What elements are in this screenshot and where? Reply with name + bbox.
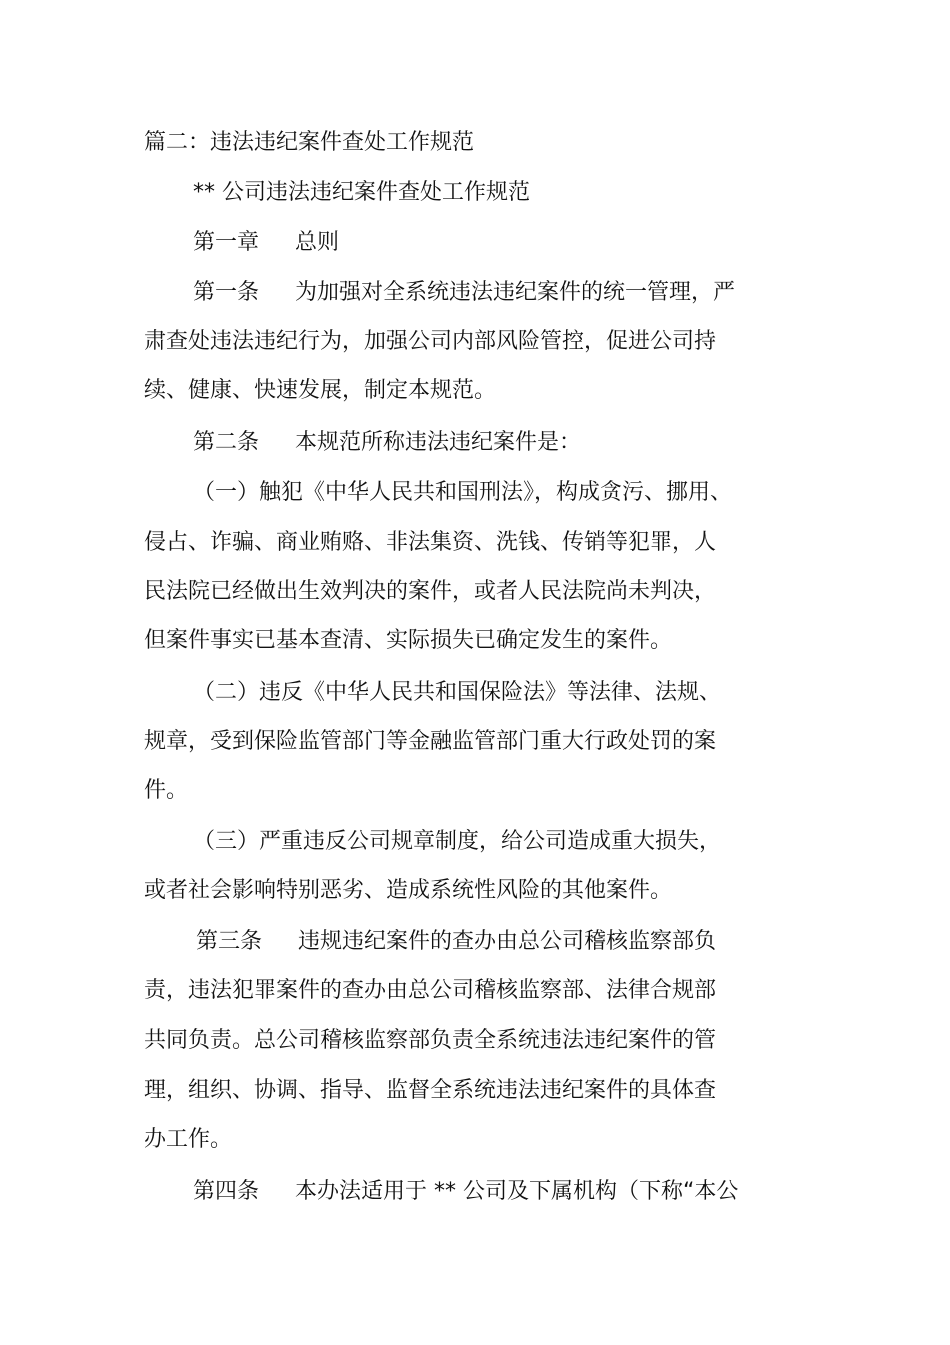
article-2-item-1-line: （一）触犯《中华人民共和国刑法》，构成贪污、挪用、 <box>193 480 733 505</box>
article-1-line: 肃查处违法违纪行为，加强公司内部风险管控，促进公司持 <box>144 329 717 354</box>
article-3-line: 责，违法犯罪案件的查办由总公司稽核监察部、法律合规部 <box>144 978 717 1003</box>
article-2-intro: 本规范所称违法违纪案件是： <box>295 430 582 455</box>
article-4-first-line <box>193 1177 738 1207</box>
article-3-line: 理，组织、协调、指导、监督全系统违法违纪案件的具体查 <box>144 1078 717 1103</box>
article-1-first-line <box>193 278 735 308</box>
article-4-label: 第四条 <box>193 1179 260 1204</box>
article-2-item-3-line: （三）严重违反公司规章制度，给公司造成重大损失， <box>193 829 722 854</box>
article-1-text: 为加强对全系统违法违纪案件的统一管理，严 <box>295 280 736 305</box>
article-2-item-1-line: 侵占、诈骗、商业贿赂、非法集资、洗钱、传销等犯罪，人 <box>144 530 717 555</box>
article-3-line: 共同负责。总公司稽核监察部负责全系统违法违纪案件的管 <box>144 1028 717 1053</box>
article-2-item-2-line: （二）违反《中华人民共和国保险法》等法律、法规、 <box>193 680 722 705</box>
document-subtitle: ** 公司违法违纪案件查处工作规范 <box>193 180 530 205</box>
article-4-text: 本办法适用于 ** 公司及下属机构（下称“本公 <box>295 1179 739 1204</box>
document-title: 篇二：违法违纪案件查处工作规范 <box>144 130 475 155</box>
article-2-item-1-line: 但案件事实已基本查清、实际损失已确定发生的案件。 <box>144 628 673 653</box>
article-3-line: 办工作。 <box>144 1127 233 1152</box>
article-2-first-line <box>193 428 581 458</box>
chapter-heading <box>193 228 339 258</box>
article-2-label: 第二条 <box>193 430 260 455</box>
chapter-name: 总则 <box>295 230 340 255</box>
article-1-line: 续、健康、快速发展，制定本规范。 <box>144 378 497 403</box>
article-3-label: 第三条 <box>196 929 263 954</box>
article-1-label: 第一条 <box>193 280 260 305</box>
article-2-item-2-line: 件。 <box>144 778 189 803</box>
article-3-text: 违规违纪案件的查办由总公司稽核监察部负 <box>298 929 717 954</box>
article-2-item-1-line: 民法院已经做出生效判决的案件，或者人民法院尚未判决， <box>144 579 717 604</box>
article-2-item-2-line: 规章，受到保险监管部门等金融监管部门重大行政处罚的案 <box>144 729 717 754</box>
article-2-item-3-line: 或者社会影响特别恶劣、造成系统性风险的其他案件。 <box>144 878 673 903</box>
chapter-number: 第一章 <box>193 230 260 255</box>
article-3-first-line <box>196 927 716 957</box>
